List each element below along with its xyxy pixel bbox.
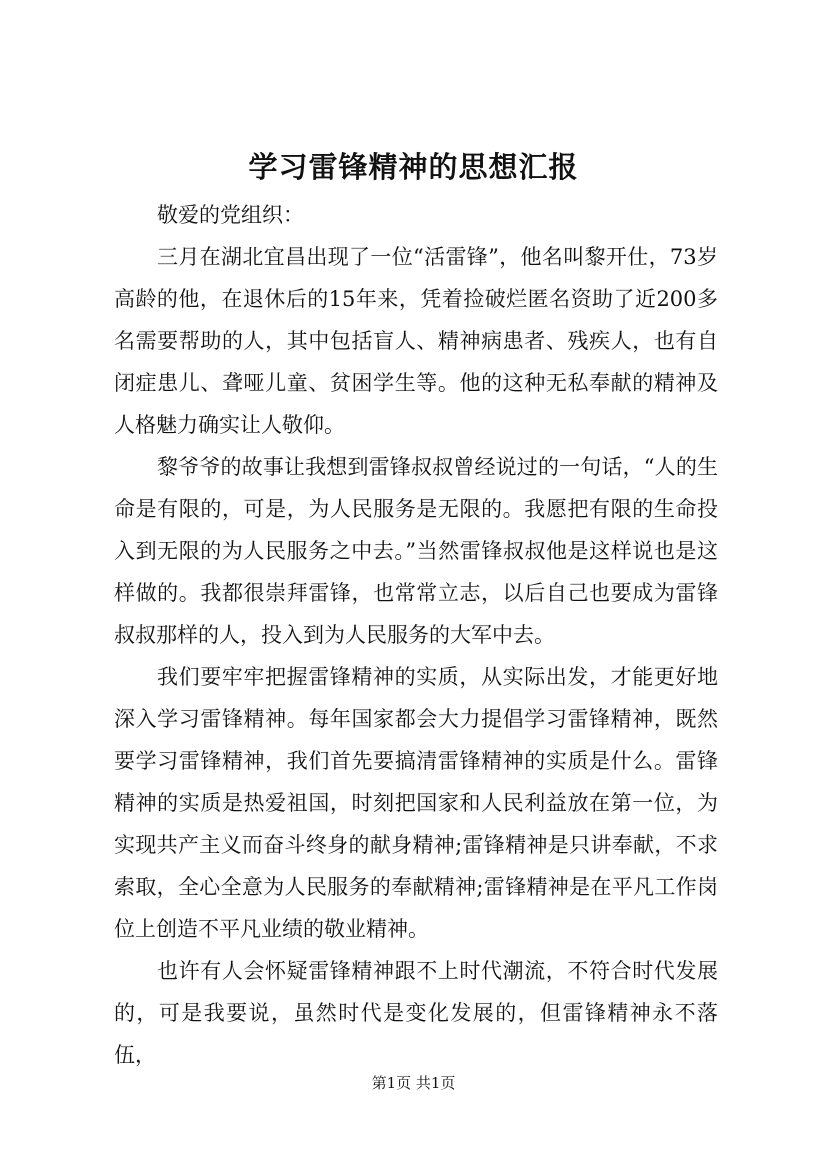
document-title: 学习雷锋精神的思想汇报: [248, 150, 579, 184]
paragraph-3: 我们要牢牢把握雷锋精神的实质，从实际出发，才能更好地深入学习雷锋精神。每年国家都会大力提倡学习雷锋精神，既然要学习雷锋精神，我们首先要搞清雷锋精神的实质是什么。雷锋精神的实质是热爱祖国，时刻把国家和人民利益放在第一位，为实现共产主义而奋斗终身的献身精神;雷锋精神是只讲奉献，不求索取，全心全意为人民服务的奉献精神;雷锋精神是在平凡工作岗位上创造不平凡业绩的敬业精神。: [114, 665, 718, 941]
paragraph-1: 三月在湖北宜昌出现了一位“活雷锋”，他名叫黎开仕，73岁高龄的他，在退休后的15年来，凭着捡破烂匿名资助了近200多名需要帮助的人，其中包括盲人、精神病患者、残疾人，也有自闭症患儿、聋哑儿童、贫困学生等。他的这种无私奉献的精神及人格魅力确实让人敬仰。: [114, 245, 718, 437]
salutation: 敬爱的党组织：: [157, 203, 304, 227]
paragraph-2: 黎爷爷的故事让我想到雷锋叔叔曾经说过的一句话，“人的生命是有限的，可是，为人民服务是无限的。我愿把有限的生命投入到无限的为人民服务之中去。”当然雷锋叔叔他是这样说也是这样做的。我都很崇拜雷锋，也常常立志，以后自己也要成为雷锋叔叔那样的人，投入到为人民服务的大军中去。: [114, 455, 718, 647]
page-number-footer: 第1页 共1页: [371, 1074, 456, 1092]
document-body: [114, 194, 718, 1076]
paragraph-4: 也许有人会怀疑雷锋精神跟不上时代潮流，不符合时代发展的，可是我要说，虽然时代是变化发展的，但雷锋精神永不落伍，: [114, 959, 718, 1067]
